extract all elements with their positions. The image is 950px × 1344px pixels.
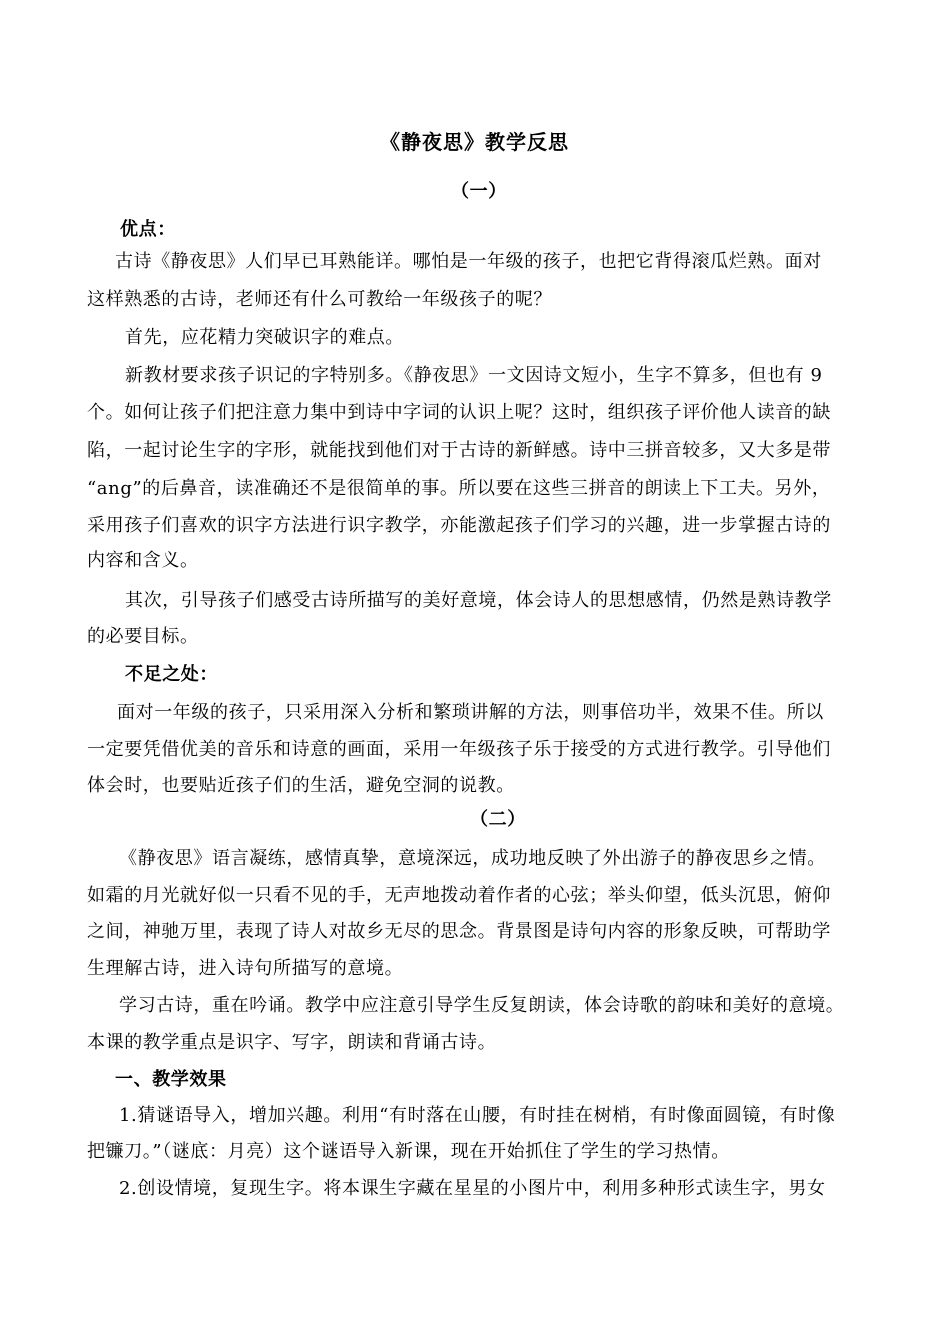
paragraph-line: 之间，神驰万里，表现了诗人对故乡无尽的思念。背景图是诗句内容的形象反映，可帮助学	[87, 921, 831, 942]
paragraph-line: 这样熟悉的古诗，老师还有什么可教给一年级孩子的呢？	[87, 289, 552, 310]
list-item-line: 2.创设情境，复现生字。将本课生字藏在星星的小图片中，利用多种形式读生字，男女	[119, 1178, 826, 1199]
paragraph-line: 内容和含义。	[87, 550, 199, 571]
paragraph-line: 新教材要求孩子识记的字特别多。《静夜思》一文因诗文短小，生字不算多，但也有 9	[125, 365, 823, 386]
merits-label: 优点：	[120, 219, 176, 240]
paragraph-line: 其次，引导孩子们感受古诗所描写的美好意境，体会诗人的思想感情，仍然是熟诗教学	[125, 590, 832, 611]
paragraph-line: 体会时，也要贴近孩子们的生活，避免空洞的说教。	[87, 775, 515, 796]
list-item-line: 把镰刀。”（谜底：月亮）这个谜语导入新课，现在开始抓住了学生的学习热情。	[87, 1141, 730, 1162]
paragraph-line: 《静夜思》语言凝练，感情真挚，意境深远，成功地反映了外出游子的静夜思乡之情。	[119, 848, 826, 869]
section-heading-one: （一）	[451, 181, 507, 202]
teaching-effect-heading: 一、教学效果	[115, 1069, 227, 1090]
paragraph-line: 学习古诗，重在吟诵。教学中应注意引导学生反复朗读，体会诗歌的韵味和美好的意境。	[119, 995, 845, 1016]
paragraph-line: 个。如何让孩子们把注意力集中到诗中字词的认识上呢？这时，组织孩子评价他人读音的缺	[87, 402, 831, 423]
section-heading-two: （二）	[470, 809, 526, 830]
paragraph-line: 本课的教学重点是识字、写字，朗读和背诵古诗。	[87, 1032, 497, 1053]
paragraph-line: 古诗《静夜思》人们早已耳熟能详。哪怕是一年级的孩子，也把它背得滚瓜烂熟。面对	[115, 251, 822, 272]
list-item-line: 1.猜谜语导入，增加兴趣。利用“有时落在山腰，有时挂在树梢，有时像面圆镜，有时像	[119, 1105, 836, 1126]
paragraph-line: 陷，一起讨论生字的字形，就能找到他们对于古诗的新鲜感。诗中三拼音较多，又大多是带	[87, 440, 831, 461]
shortcomings-label: 不足之处：	[125, 664, 218, 685]
paragraph-line: “ang”的后鼻音，读准确还不是很简单的事。所以要在这些三拼音的朗读上下工夫。另外，	[87, 478, 831, 499]
paragraph-line: 首先，应花精力突破识字的难点。	[125, 327, 404, 348]
paragraph-line: 采用孩子们喜欢的识字方法进行识字教学，亦能激起孩子们学习的兴趣，进一步掌握古诗的	[87, 515, 831, 536]
paragraph-line: 的必要目标。	[87, 626, 199, 647]
paragraph-line: 如霜的月光就好似一只看不见的手，无声地拨动着作者的心弦；举头仰望，低头沉思，俯仰	[87, 885, 831, 906]
paragraph-line: 面对一年级的孩子，只采用深入分析和繁琐讲解的方法，则事倍功半，效果不佳。所以	[117, 702, 824, 723]
paragraph-line: 生理解古诗，进入诗句所描写的意境。	[87, 958, 404, 979]
paragraph-line: 一定要凭借优美的音乐和诗意的画面，采用一年级孩子乐于接受的方式进行教学。引导他们	[87, 739, 831, 760]
page-title: 《静夜思》教学反思	[380, 130, 569, 154]
